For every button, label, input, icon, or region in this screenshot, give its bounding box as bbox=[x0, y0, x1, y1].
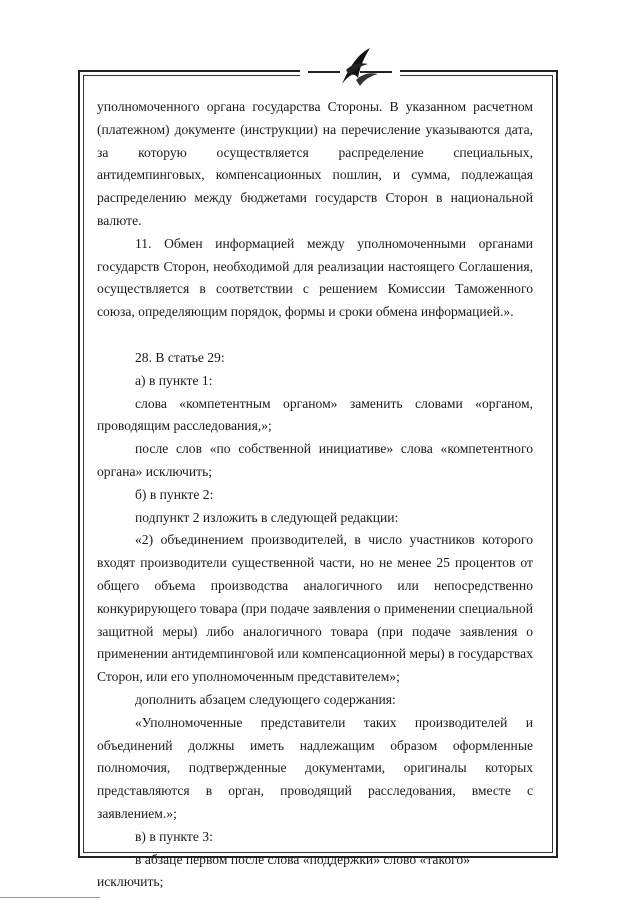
paragraph-text: дополнить абзацем следующего содержания: bbox=[135, 691, 396, 707]
paragraph-sub-b: б) в пункте 2: bbox=[135, 486, 214, 502]
paragraph-continuation: уполномоченного органа государства Стороны. В указанном расчетном (платежном) документе (инструкции) на перечисление указываются дата, за которую осуществляется распределение специальных, антидемпинговых, компенсационных пошлин, и сумма, подлежащая распределению между бюджетами государств Сторон в национальной валюте. bbox=[97, 99, 533, 228]
scan-edge-line bbox=[0, 897, 100, 898]
paragraph-item-11: 11. Обмен информацией между уполномоченными органами государств Сторон, необходимой для реализации настоящего Соглашения, осуществляется в соответствии с решением Комиссии Таможенного союза, определяющим порядок, формы и сроки обмена информацией.». bbox=[97, 235, 533, 320]
document-body bbox=[97, 96, 533, 894]
emblem-icon bbox=[300, 44, 400, 90]
paragraph-quote: «2) объединением производителей, в число участников которого входят производители существенной части, но не менее 25 процентов от общего объема производства аналогичного или непосредственно конкурирующего товара (при подаче заявления о применении специальной защитной меры) либо аналогичного товара (при подаче заявления о применении антидемпинговой или компенсационной меры) в государствах Сторон, или его уполномоченным представителем»; bbox=[97, 532, 533, 685]
paragraph-text: после слов «по собственной инициативе» слова «компетентного органа» исключить; bbox=[97, 441, 533, 479]
spacer bbox=[97, 324, 533, 347]
paragraph-text: слова «компетентным органом» заменить словами «органом, проводящим расследования,»; bbox=[97, 395, 533, 434]
paragraph-text: подпункт 2 изложить в следующей редакции: bbox=[135, 509, 399, 525]
paragraph-sub-a: а) в пункте 1: bbox=[135, 372, 213, 388]
paragraph-article-28: 28. В статье 29: bbox=[135, 349, 225, 365]
paragraph-quote: «Уполномоченные представители таких производителей и объединений должны иметь надлежащим образом оформленные полномочия, подтвержденные документами, оригиналы которых представляются в орган, проводящий расследования, вместе с заявлением.»; bbox=[97, 714, 533, 821]
paragraph-text: в абзаце первом после слова «поддержки» слово «такого» исключить; bbox=[97, 851, 471, 890]
paragraph-sub-v: в) в пункте 3: bbox=[135, 828, 213, 844]
